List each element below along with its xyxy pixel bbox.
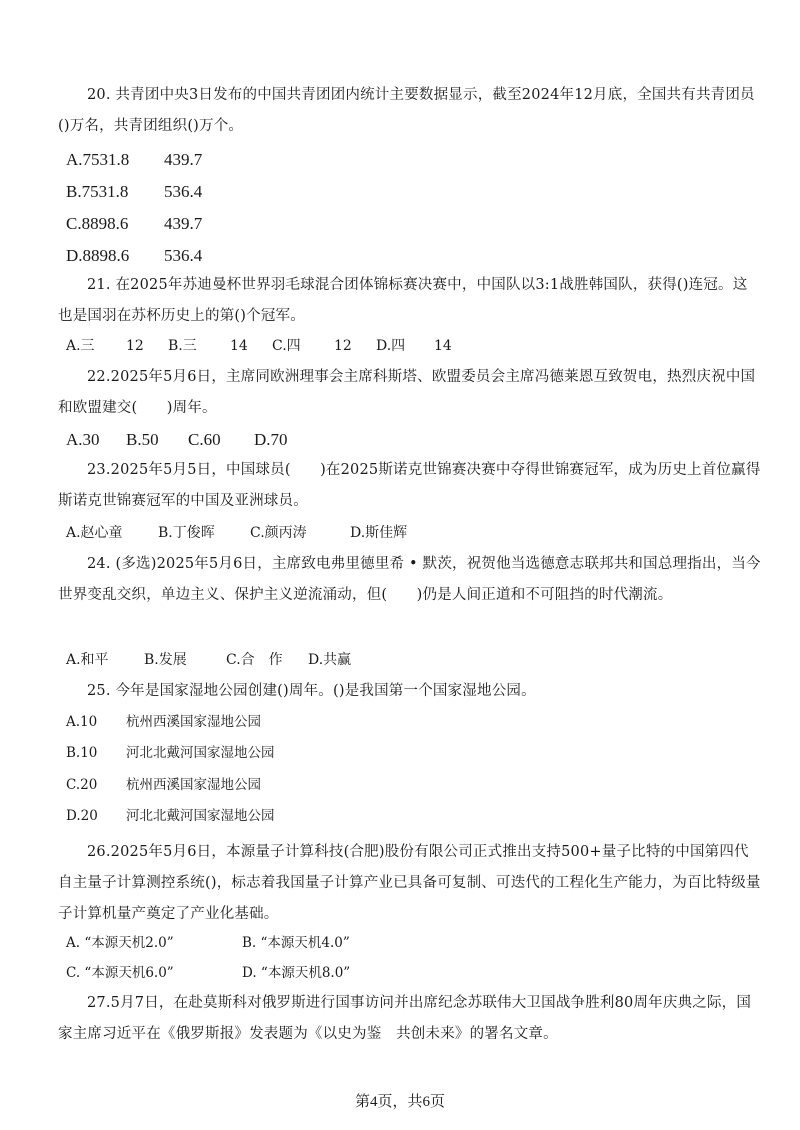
question-stem: 今年是国家湿地公园创建()周年。()是我国第一个国家湿地公园。 xyxy=(115,683,536,699)
question-24-text xyxy=(58,549,762,611)
option-value: 439.7 xyxy=(164,214,203,233)
page-footer: 第4页，共6页 xyxy=(354,1094,445,1110)
question-stem: 2025年5月6日，主席同欧洲理事会主席科斯塔、欧盟委员会主席冯德莱恩互致贺电，热烈庆祝中国和欧盟建交( )周年。 xyxy=(58,369,756,416)
option-label: B. “本源天机4.0” xyxy=(242,935,350,951)
option-row xyxy=(66,650,351,670)
option-label: C.8898.6 xyxy=(66,214,129,233)
question-stem: 2025年5月5日，中国球员( )在2025斯诺克世锦赛决赛中夺得世锦赛冠军，成为历史上首位赢得斯诺克世锦赛冠军的中国及亚洲球员。 xyxy=(58,462,761,509)
question-27-text xyxy=(58,988,762,1050)
option-label: B.10 xyxy=(66,745,98,761)
option-row xyxy=(66,775,261,795)
question-stem: 5月7日，在赴莫斯科对俄罗斯进行国事访问并出席纪念苏联伟大卫国战争胜利80周年庆典之际，国家主席习近平在《俄罗斯报》发表题为《以史为鉴 共创未来》的署名文章。 xyxy=(58,995,752,1042)
option-label: C.合 作 xyxy=(226,652,283,668)
option-label: A.10 xyxy=(66,714,98,730)
option-value: 12 xyxy=(334,338,352,354)
option-label: C.颜丙涛 xyxy=(250,525,307,541)
option-row xyxy=(66,523,407,543)
option-value: 536.4 xyxy=(164,182,203,201)
option-row xyxy=(66,214,202,234)
option-label: D.四 xyxy=(376,338,406,354)
option-label: A. “本源天机2.0” xyxy=(66,935,174,951)
question-number: 20. xyxy=(87,87,111,103)
question-number: 27. xyxy=(87,995,111,1011)
question-number: 22. xyxy=(87,369,111,385)
question-number: 26. xyxy=(87,844,111,860)
option-label: A.7531.8 xyxy=(66,150,130,169)
question-22-text xyxy=(58,362,762,424)
question-21-text xyxy=(58,270,762,332)
option-label: A.三 xyxy=(66,338,95,354)
option-label: A.30 xyxy=(66,430,100,449)
option-label: D.8898.6 xyxy=(66,246,130,265)
option-row xyxy=(66,246,202,266)
question-25-text xyxy=(58,676,762,707)
option-label: B.7531.8 xyxy=(66,182,129,201)
question-number: 23. xyxy=(87,462,111,478)
question-stem: 共青团中央3日发布的中国共青团团内统计主要数据显示，截至2024年12月底，全国共有共青团员()万名，共青团组织()万个。 xyxy=(58,87,755,134)
question-number: 21. xyxy=(87,277,111,293)
option-label: B.发展 xyxy=(144,652,187,668)
option-value: 14 xyxy=(230,338,248,354)
option-label: C.60 xyxy=(188,430,221,449)
question-26-text xyxy=(58,837,762,930)
option-row xyxy=(66,150,202,170)
option-label: B.三 xyxy=(168,338,197,354)
question-stem: 2025年5月6日，本源量子计算科技(合肥)股份有限公司正式推出支持500+量子比特的中国第四代自主量子计算测控系统()，标志着我国量子计算产业已具备可复制、可迭代的工程化生产能力，为百比特级量子计算机量产奠定了产业化基础。 xyxy=(58,844,761,922)
question-number: 25. xyxy=(87,683,111,699)
question-stem: (多选)2025年5月6日，主席致电弗里德里希 • 默茨，祝贺他当选德意志联邦共和国总理指出，当今世界变乱交织，单边主义、保护主义逆流涌动，但( )仍是人间正道和不可阻挡的时代潮流。 xyxy=(58,556,761,603)
option-label: D.70 xyxy=(254,430,288,449)
option-label: D. “本源天机8.0” xyxy=(242,965,351,981)
option-label: D.共赢 xyxy=(308,652,352,668)
question-20-text xyxy=(58,80,762,142)
option-label: A.和平 xyxy=(66,652,109,668)
option-label: C.四 xyxy=(272,338,301,354)
option-row xyxy=(66,430,288,450)
option-value: 439.7 xyxy=(164,150,203,169)
option-row xyxy=(66,182,202,202)
option-label: C.20 xyxy=(66,777,98,793)
option-value: 杭州西溪国家湿地公园 xyxy=(126,714,261,730)
question-number: 24. xyxy=(87,556,111,572)
option-label: A.赵心童 xyxy=(66,525,123,541)
option-row xyxy=(66,806,275,826)
option-row xyxy=(66,712,261,732)
option-label: B.50 xyxy=(126,430,159,449)
option-value: 12 xyxy=(126,338,144,354)
option-label: B.丁俊晖 xyxy=(158,525,215,541)
option-label: D.斯佳辉 xyxy=(350,525,408,541)
option-label: C. “本源天机6.0” xyxy=(66,965,174,981)
option-value: 杭州西溪国家湿地公园 xyxy=(126,777,261,793)
option-label: D.20 xyxy=(66,808,98,824)
question-stem: 在2025年苏迪曼杯世界羽毛球混合团体锦标赛决赛中，中国队以3:1战胜韩国队，获得()连冠。这也是国羽在苏杯历史上的第()个冠军。 xyxy=(58,277,748,324)
option-value: 河北北戴河国家湿地公园 xyxy=(126,745,275,761)
option-value: 536.4 xyxy=(164,246,203,265)
option-value: 河北北戴河国家湿地公园 xyxy=(126,808,275,824)
question-23-text xyxy=(58,455,762,517)
option-row xyxy=(66,743,275,763)
option-row xyxy=(66,933,350,953)
option-row xyxy=(66,336,452,356)
option-value: 14 xyxy=(434,338,452,354)
option-row xyxy=(66,963,350,983)
